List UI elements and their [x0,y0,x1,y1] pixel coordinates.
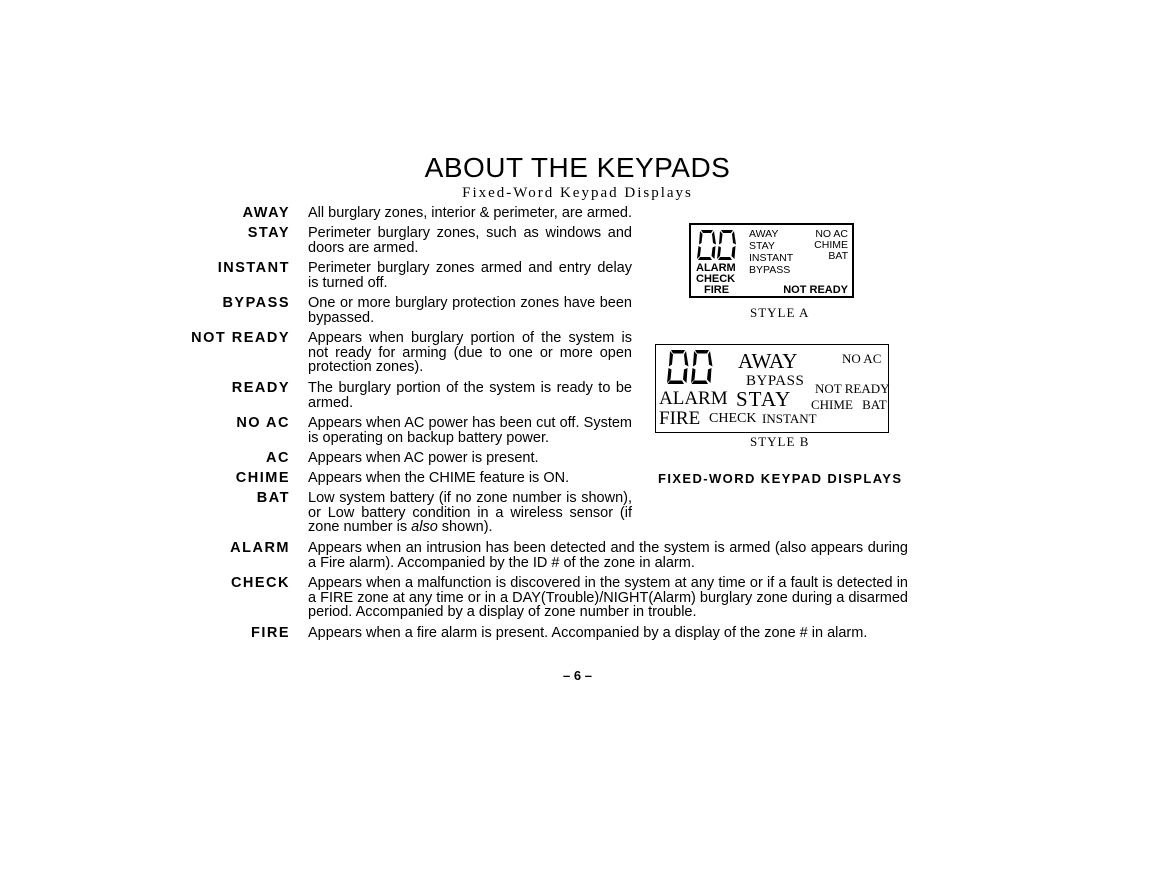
term-alarm: ALARM [230,540,290,556]
desc-bat-emphasis: also [411,519,438,536]
style-a-instant: INSTANT [749,252,794,264]
style-b-digits-icon [664,349,714,385]
desc-check: Appears when a malfunction is discovered in the system at any time or if a fault is detected in a FIRE zone at any time or in a DAY(Trouble)/NIGHT(Alarm) burglary zone during a disarmed period. Accompanied by a display of zone number in trouble. [308,575,908,621]
style-a-bypass: BYPASS [749,264,791,276]
style-b-caption: STYLE B [750,434,810,449]
desc-fire: Appears when a fire alarm is present. Accompanied by a display of the zone # in alarm. [308,625,868,641]
style-a-not-ready: NOT READY [783,284,848,296]
desc-not-ready: Appears when burglary portion of the system is not ready for arming (due to one or more open protection zones). [308,330,632,376]
desc-chime: Appears when the CHIME feature is ON. [308,470,570,486]
style-b-display [655,344,889,433]
term-stay: STAY [247,225,290,241]
term-fire: FIRE [250,625,290,641]
term-ready: READY [231,380,290,396]
style-a-no-ac: NO AC [815,228,848,240]
desc-bat-pre: Low system battery (if no zone number is shown), or Low battery condition in a wireless sensor (if zone number is [308,490,632,536]
style-a-bat: BAT [828,250,848,262]
style-a-digits-icon [695,229,737,261]
term-not-ready: NOT READY [191,330,290,346]
page-title: ABOUT THE KEYPADS [424,152,731,183]
page-subtitle: Fixed-Word Keypad Displays [462,185,693,201]
style-b-bypass: BYPASS [746,373,805,389]
desc-ready: The burglary portion of the system is ready to be armed. [308,380,632,411]
term-no-ac: NO AC [236,415,290,431]
style-b-no-ac: NO AC [842,351,882,366]
desc-instant: Perimeter burglary zones armed and entry delay is turned off. [308,260,632,291]
style-a-fire: FIRE [704,284,730,296]
desc-alarm: Appears when an intrusion has been detected and the system is armed (also appears during a Fire alarm). Accompanied by the ID # of the zone in alarm. [308,540,908,571]
style-b-instant: INSTANT [762,411,817,426]
style-a-alarm: ALARM [696,262,736,274]
desc-bypass: One or more burglary protection zones have been bypassed. [308,295,632,326]
style-b-bat-label: BAT [862,397,887,412]
style-b-away: AWAY [738,349,798,373]
term-bat: BAT [256,490,290,506]
desc-bat [308,491,632,535]
style-a-stay: STAY [749,240,775,252]
style-a-away: AWAY [749,228,779,240]
desc-no-ac: Appears when AC power has been cut off. System is operating on backup battery power. [308,415,632,446]
desc-stay: Perimeter burglary zones, such as windows and doors are armed. [308,225,632,256]
style-b-chime-label: CHIME [811,397,853,412]
page-number: – 6 – [563,668,592,683]
style-b-chime [811,398,887,411]
desc-ac: Appears when AC power is present. [308,450,539,466]
style-b-check: CHECK [709,411,757,426]
style-a-display [689,223,854,298]
style-a-chime: CHIME [814,239,848,251]
term-away: AWAY [242,205,290,221]
desc-bat-post: shown). [437,519,493,536]
term-bypass: BYPASS [222,295,290,311]
style-b-not-ready: NOT READY [815,381,890,396]
term-instant: INSTANT [217,260,290,276]
figure-caption: FIXED-WORD KEYPAD DISPLAYS [658,471,903,486]
style-a-check: CHECK [696,273,736,285]
style-b-alarm: ALARM [659,388,728,409]
style-a-caption: STYLE A [750,305,810,320]
style-b-stay: STAY [736,387,792,411]
term-check: CHECK [230,575,290,591]
style-b-fire: FIRE [659,408,701,429]
desc-away: All burglary zones, interior & perimeter, are armed. [308,205,632,221]
term-ac: AC [266,450,290,466]
term-chime: CHIME [235,470,290,486]
